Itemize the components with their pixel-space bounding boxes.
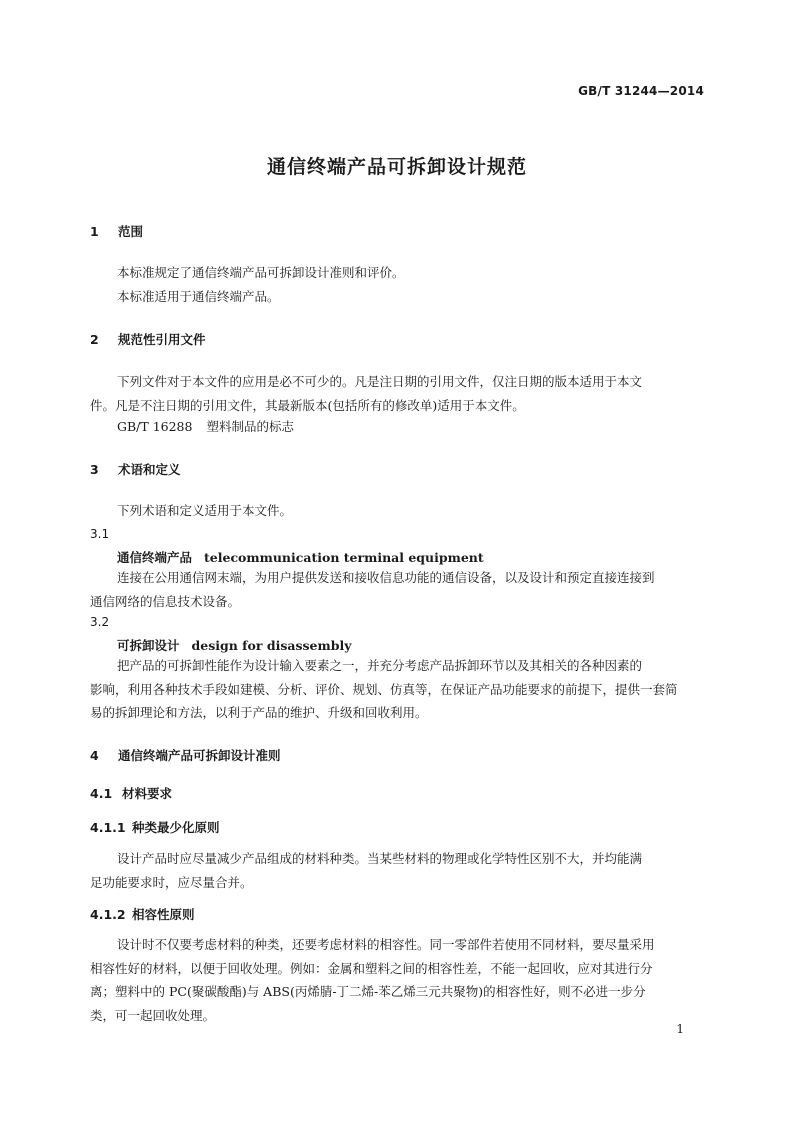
standard-code: GB/T 31244—2014 [578, 84, 704, 98]
section-3-intro [90, 499, 704, 523]
section-number: 4.1.1 [90, 820, 126, 835]
section-title: 范围 [118, 224, 144, 239]
section-number: 1 [90, 224, 99, 239]
paragraph-line: 相容性好的材料，以便于回收处理。例如：金属和塑料之间的相容性差，不能一起回收，应对其进行分 [90, 960, 653, 976]
section-number: 2 [90, 332, 99, 347]
reference-code: GB/T 16288 [117, 419, 193, 434]
reference-name: 塑料制品的标志 [206, 419, 294, 434]
section-4-1-2-heading [90, 905, 195, 923]
paragraph-line: 件。凡是不注日期的引用文件，其最新版本(包括所有的修改单)适用于本文件。 [90, 397, 525, 413]
term-entry [117, 636, 351, 654]
section-2-heading [90, 330, 206, 348]
section-title: 材料要求 [122, 786, 173, 801]
paragraph-line: 下列文件对于本文件的应用是必不可少的。凡是注日期的引用文件，仅注日期的版本适用于本文 [117, 374, 643, 389]
section-4-1-2-body [90, 933, 704, 1027]
section-title: 通信终端产品可拆卸设计准则 [118, 748, 281, 763]
section-title: 规范性引用文件 [118, 332, 206, 347]
definition-line: 把产品的可拆卸性能作为设计输入要素之一，并充分考虑产品拆卸环节以及其相关的各种因素的 [117, 658, 643, 673]
section-title: 种类最少化原则 [132, 820, 220, 835]
term-entry [117, 548, 484, 566]
term-number: 3.2 [90, 615, 110, 629]
paragraph: 本标准适用于通信终端产品。 [117, 288, 280, 304]
section-number: 4 [90, 748, 99, 763]
paragraph: 本标准规定了通信终端产品可拆卸设计准则和评价。 [117, 265, 405, 280]
definition-line: 连接在公用通信网末端，为用户提供发送和接收信息功能的通信设备，以及设计和预定直接连接到 [117, 570, 655, 585]
section-title: 术语和定义 [118, 462, 181, 477]
section-4-1-1-heading [90, 818, 220, 836]
section-number: 4.1.2 [90, 907, 126, 922]
section-4-1-heading [90, 784, 172, 802]
section-1-heading [90, 222, 143, 240]
term-definition [90, 566, 704, 613]
paragraph-line: 足功能要求时，应尽量合并。 [90, 874, 253, 890]
section-number: 3 [90, 462, 99, 477]
definition-line: 影响，利用各种技术手段如建模、分析、评价、规划、仿真等，在保证产品功能要求的前提下，提供一套简 [90, 681, 678, 697]
definition-line: 易的拆卸理论和方法，以利于产品的维护、升级和回收利用。 [90, 705, 428, 720]
page-number: 1 [676, 1022, 684, 1036]
section-4-1-1-body [90, 847, 704, 894]
term-chinese: 通信终端产品 [117, 550, 193, 565]
paragraph-line: 类，可一起回收处理。 [90, 1007, 216, 1023]
term-english: telecommunication terminal equipment [204, 550, 484, 565]
term-chinese: 可拆卸设计 [117, 638, 180, 653]
paragraph-line: 设计时不仅要考虑材料的种类，还要考虑材料的相容性。同一零部件若使用不同材料，要尽量采用 [117, 937, 655, 952]
term-definition [90, 654, 704, 725]
paragraph-line: 离；塑料中的 PC(聚碳酸酯)与 ABS(丙烯腈-丁二烯-苯乙烯三元共聚物)的相容性好，则不必进一步分 [90, 984, 646, 999]
section-4-heading [90, 746, 281, 764]
term-number: 3.1 [90, 527, 110, 541]
definition-line: 通信网络的信息技术设备。 [90, 593, 241, 609]
section-3-heading [90, 460, 181, 478]
section-1-body [90, 261, 704, 308]
term-english: design for disassembly [191, 638, 352, 653]
section-title: 相容性原则 [132, 907, 195, 922]
document-title: 通信终端产品可拆卸设计规范 [266, 156, 527, 178]
paragraph-line: 设计产品时应尽量减少产品组成的材料种类。当某些材料的物理或化学特性区别不大，并均能满 [117, 851, 643, 866]
normative-reference [117, 417, 294, 435]
section-number: 4.1 [90, 786, 113, 801]
paragraph: 下列术语和定义适用于本文件。 [117, 503, 293, 518]
section-2-body [90, 370, 704, 417]
